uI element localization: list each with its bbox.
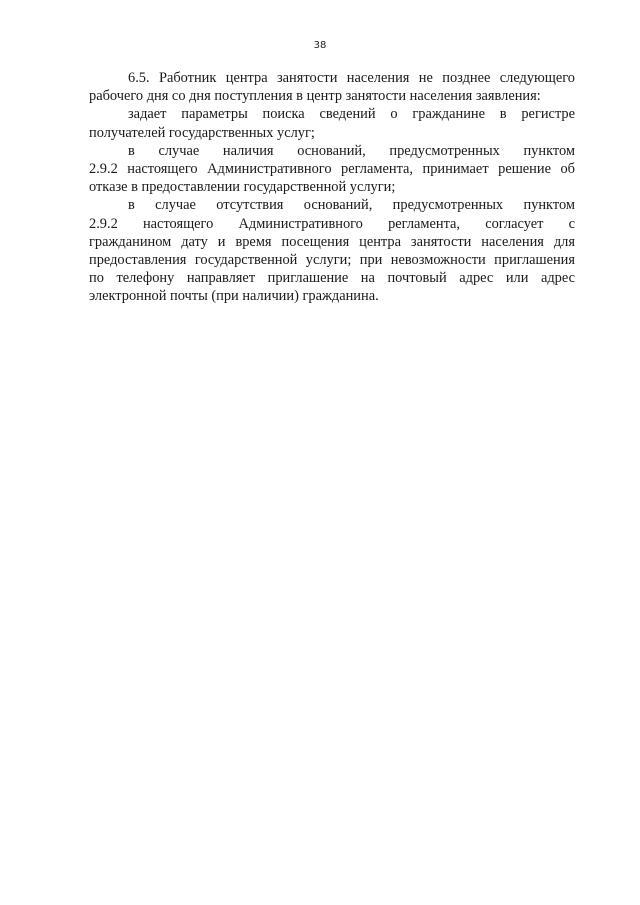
text-line: задает параметры поиска сведений о гражданине в регистре: [128, 106, 575, 123]
paragraph-6-5: [89, 69, 575, 105]
paragraph-search-params: [89, 105, 575, 141]
paragraph-invitation: [89, 196, 575, 305]
text-line: электронной почты (при наличии) гражданина.: [89, 288, 379, 305]
text-line: в случае наличия оснований, предусмотренных пунктом: [128, 142, 575, 159]
text-line: получателей государственных услуг;: [89, 124, 315, 141]
text-line: по телефону направляет приглашение на почтовый адрес или адрес: [89, 270, 575, 287]
text-line: предоставления государственной услуги; при невозможности приглашения: [89, 252, 575, 269]
text-line: рабочего дня со дня поступления в центр занятости населения заявления:: [89, 88, 541, 105]
text-line: 2.9.2 настоящего Административного регламента, согласует с: [89, 215, 575, 232]
paragraph-refusal: [89, 142, 575, 197]
text-line: 6.5. Работник центра занятости населения не позднее следующего: [128, 70, 575, 86]
page-number: 38: [313, 40, 327, 51]
text-line: отказе в предоставлении государственной услуги;: [89, 179, 396, 196]
document-body: [89, 69, 575, 306]
text-line: в случае отсутствия оснований, предусмотренных пунктом: [128, 197, 575, 214]
text-line: 2.9.2 настоящего Административного регламента, принимает решение об: [89, 161, 575, 178]
text-line: гражданином дату и время посещения центра занятости населения для: [89, 233, 575, 250]
